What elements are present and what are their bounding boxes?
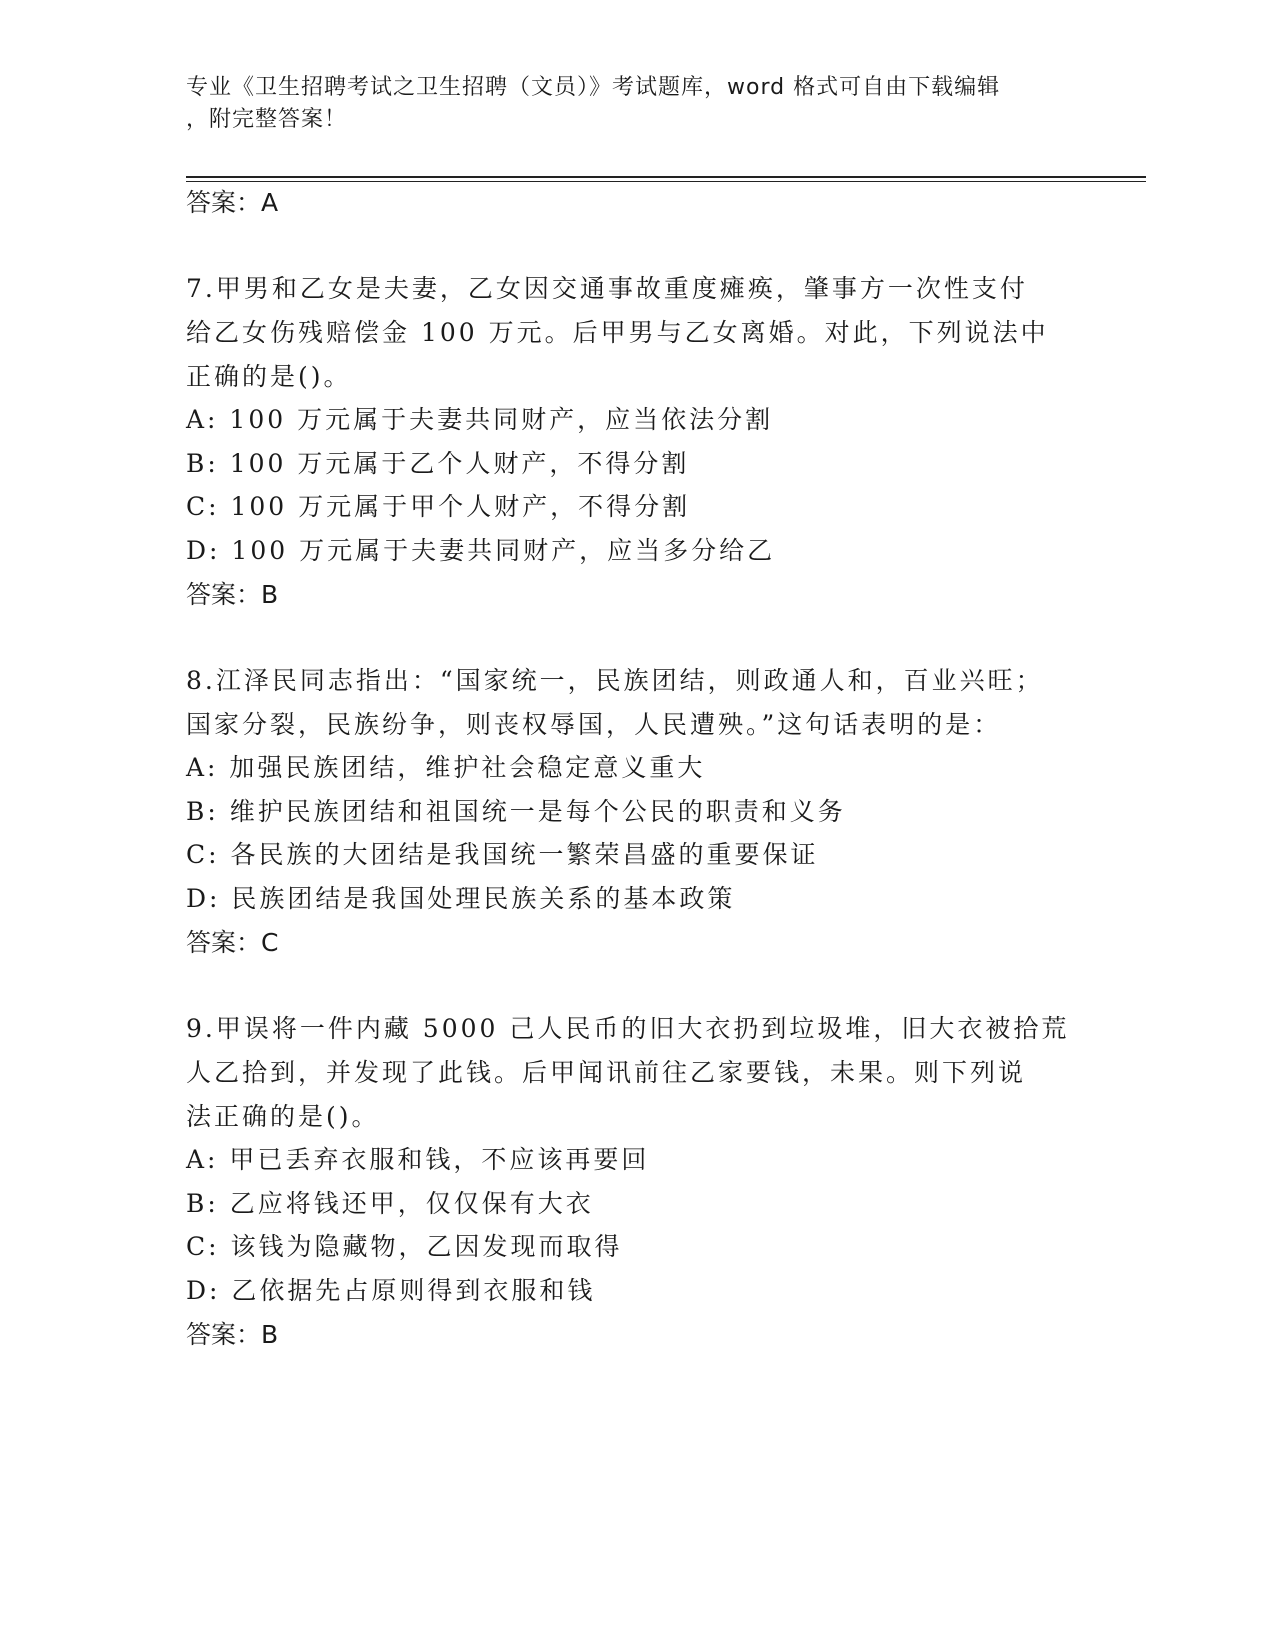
question-7-text-line-3: 正确的是()。 — [186, 362, 352, 391]
question-8-option-a: A: 加强民族团结，维护社会稳定意义重大 — [186, 753, 706, 782]
question-7-option-c: C: 100 万元属于甲个人财产，不得分割 — [186, 492, 691, 521]
question-8-option-d: D: 民族团结是我国处理民族关系的基本政策 — [186, 884, 736, 913]
question-9-answer: 答案：B — [186, 1320, 279, 1349]
question-8-option-b: B: 维护民族团结和祖国统一是每个公民的职责和义务 — [186, 797, 846, 826]
question-9-option-a: A: 甲已丢弃衣服和钱，不应该再要回 — [186, 1145, 650, 1174]
question-9-option-c: C: 该钱为隐藏物，乙因发现而取得 — [186, 1232, 623, 1261]
question-7-option-d: D: 100 万元属于夫妻共同财产，应当多分给乙 — [186, 536, 776, 565]
question-7-answer: 答案：B — [186, 580, 279, 609]
header-divider-thick — [186, 176, 1146, 178]
question-7-option-b: B: 100 万元属于乙个人财产，不得分割 — [186, 449, 690, 478]
question-8-option-c: C: 各民族的大团结是我国统一繁荣昌盛的重要保证 — [186, 840, 819, 869]
question-8-answer: 答案：C — [186, 928, 279, 957]
question-9-text-line-1: 9.甲误将一件内藏 5000 己人民币的旧大衣扔到垃圾堆，旧大衣被拾荒 — [186, 1014, 1070, 1043]
header-title-line-1: 专业《卫生招聘考试之卫生招聘（文员）》考试题库，word 格式可自由下载编辑 — [186, 75, 1001, 100]
header-title-line-2: ，附完整答案！ — [186, 107, 348, 132]
page-header — [186, 72, 1086, 136]
question-8-text-line-2: 国家分裂，民族纷争，则丧权辱国，人民遭殃。”这句话表明的是： — [186, 710, 1002, 739]
question-9-option-b: B: 乙应将钱还甲，仅仅保有大衣 — [186, 1189, 594, 1218]
header-divider-thin — [186, 181, 1146, 182]
question-9-text-line-2: 人乙拾到，并发现了此钱。后甲闻讯前往乙家要钱，未果。则下列说 — [186, 1058, 1027, 1087]
question-7-option-a: A: 100 万元属于夫妻共同财产，应当依法分割 — [186, 405, 774, 434]
answer-previous: 答案：A — [186, 188, 279, 217]
question-7-text-line-2: 给乙女伤残赔偿金 100 万元。后甲男与乙女离婚。对此，下列说法中 — [186, 318, 1049, 347]
question-9-option-d: D: 乙依据先占原则得到衣服和钱 — [186, 1276, 596, 1305]
question-9-text-line-3: 法正确的是()。 — [186, 1102, 380, 1131]
question-7-text-line-1: 7.甲男和乙女是夫妻，乙女因交通事故重度瘫痪，肇事方一次性支付 — [186, 274, 1028, 303]
question-8-text-line-1: 8.江泽民同志指出：“国家统一，民族团结，则政通人和，百业兴旺； — [186, 666, 1044, 695]
